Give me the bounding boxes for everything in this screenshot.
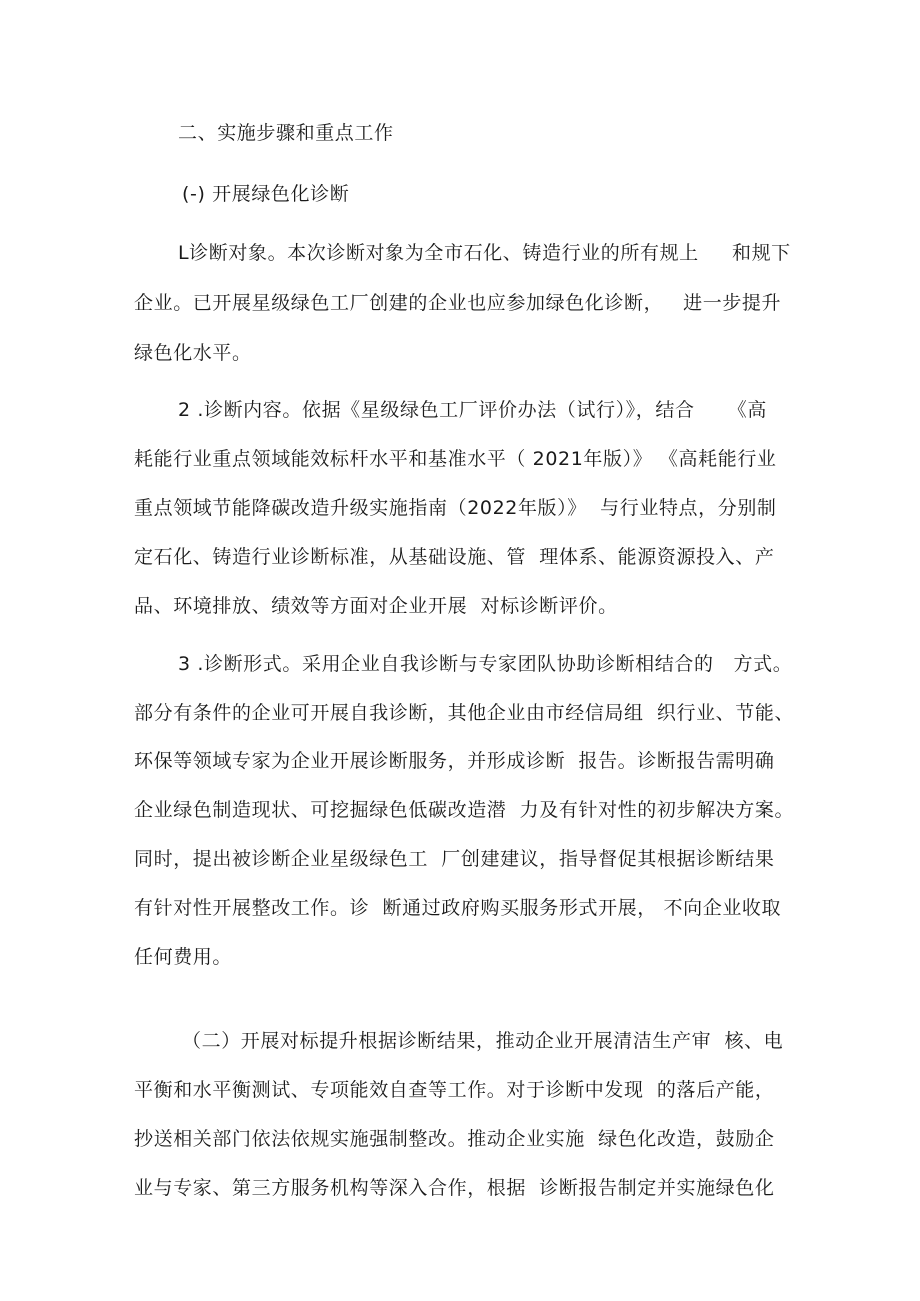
paragraph-line: 环保等领域专家为企业开展诊断服务，并形成诊断 报告。诊断报告需明确 xyxy=(134,750,775,772)
paragraph-line: 3 .诊断形式。采用企业自我诊断与专家团队协助诊断相结合的 方式。 xyxy=(178,653,793,675)
paragraph-line: 任何费用。 xyxy=(134,946,233,968)
paragraph-line: 耗能行业重点领域能效标杆水平和基准水平（ 2021年版）》 《高耗能行业 xyxy=(134,448,777,470)
paragraph-line: 部分有条件的企业可开展自我诊断，其他企业由市经信局组 织行业、节能、 xyxy=(134,702,795,724)
paragraph-line: 定石化、铸造行业诊断标准，从基础设施、管 理体系、能源资源投入、产 xyxy=(134,546,775,568)
paragraph-line: 企业绿色制造现状、可挖掘绿色低碳改造潜 力及有针对性的初步解决方案。 xyxy=(134,799,795,821)
paragraph-line: L诊断对象。本次诊断对象为全市石化、铸造行业的所有规上 和规下 xyxy=(178,242,791,264)
paragraph-line: 有针对性开展整改工作。诊 断通过政府购买服务形式开展， 不向企业收取 xyxy=(134,897,782,919)
paragraph-line: 绿色化水平。 xyxy=(134,342,252,364)
paragraph-line: 抄送相关部门依法依规实施强制整改。推动企业实施 绿色化改造，鼓励企 xyxy=(134,1128,775,1150)
paragraph-line: 平衡和水平衡测试、专项能效自查等工作。对于诊断中发现 的落后产能， xyxy=(134,1079,775,1101)
paragraph-line: 2 .诊断内容。依据《星级绿色工厂评价办法（试行）》，结合 《高 xyxy=(178,399,767,421)
paragraph-line: 企业。已开展星级绿色工厂创建的企业也应参加绿色化诊断， 进一步提升 xyxy=(134,292,782,314)
paragraph-line: （二）开展对标提升根据诊断结果，推动企业开展清洁生产审 核、电 xyxy=(182,1030,784,1052)
paragraph-line: 品、环境排放、绩效等方面对企业开展 对标诊断评价。 xyxy=(134,595,618,617)
section-heading: 二、实施步骤和重点工作 xyxy=(178,122,394,144)
paragraph-line: 业与专家、第三方服务机构等深入合作，根据 诊断报告制定并实施绿色化 xyxy=(134,1177,775,1199)
paragraph-line: 重点领域节能降碳改造升级实施指南（2022年版）》 与行业特点，分别制 xyxy=(134,497,777,519)
paragraph-line: 同时，提出被诊断企业星级绿色工 厂创建建议，指导督促其根据诊断结果 xyxy=(134,848,775,870)
subsection-heading-diagnosis: (-) 开展绿色化诊断 xyxy=(182,183,350,205)
